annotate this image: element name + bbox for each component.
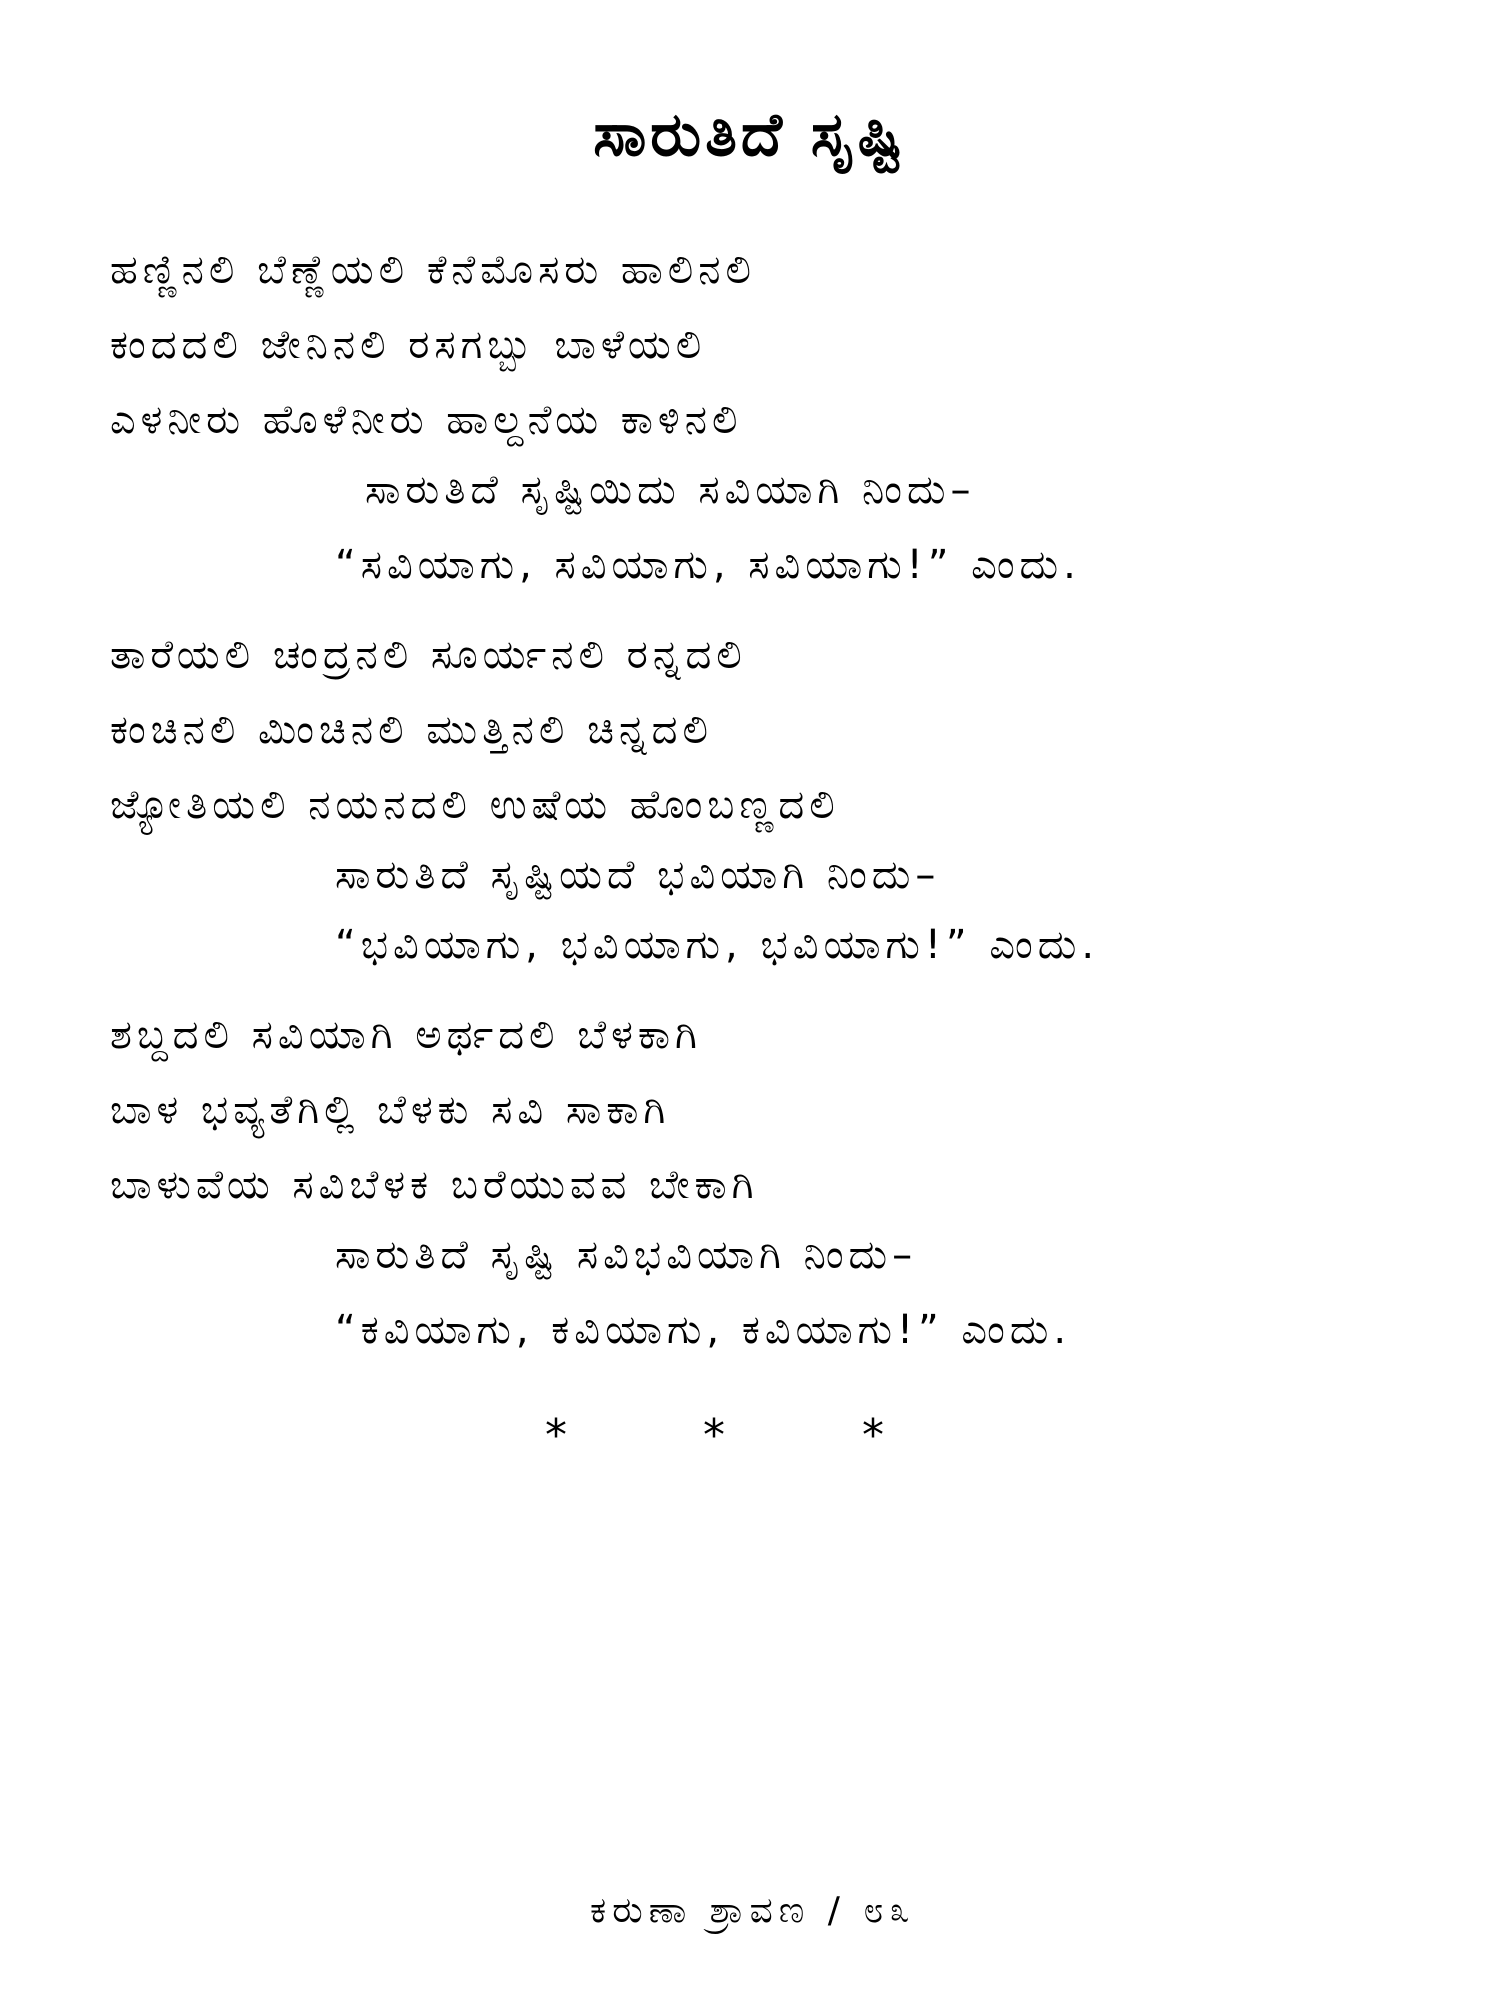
stanza-2-line-2: ಕಂಚಿನಲಿ ಮಿಂಚಿನಲಿ ಮುತ್ತಿನಲಿ ಚಿನ್ನದಲಿ [110,707,713,753]
separator-star: * [703,1410,725,1461]
stanza-2-line-4: ಸಾರುತಿದೆ ಸೃಷ್ಟಿಯದೆ ಭವಿಯಾಗಿ ನಿಂದು– [335,852,941,898]
stanza-1-line-3: ಎಳನೀರು ಹೊಳೆನೀರು ಹಾಲ್ದನೆಯ ಕಾಳಿನಲಿ [110,397,743,443]
section-separator [0,1410,1500,1460]
stanza-3-line-1: ಶಬ್ದದಲಿ ಸವಿಯಾಗಿ ಅರ್ಥದಲಿ ಬೆಳಕಾಗಿ [110,1012,702,1058]
stanza-2-line-5: “ಭವಿಯಾಗು, ಭವಿಯಾಗು, ಭವಿಯಾಗು!” ಎಂದು. [335,922,1100,968]
stanza-1-line-2: ಕಂದದಲಿ ಜೇನಿನಲಿ ರಸಗಬ್ಬು ಬಾಳೆಯಲಿ [110,322,707,368]
stanza-3-line-4: ಸಾರುತಿದೆ ಸೃಷ್ಟಿ ಸವಿಭವಿಯಾಗಿ ನಿಂದು– [335,1232,918,1278]
stanza-2-line-1: ತಾರೆಯಲಿ ಚಂದ್ರನಲಿ ಸೂರ್ಯನಲಿ ರನ್ನದಲಿ [110,632,747,678]
stanza-3-line-3: ಬಾಳುವೆಯ ಸವಿಬೆಳಕ ಬರೆಯುವವ ಬೇಕಾಗಿ [110,1162,759,1208]
stanza-2-line-3: ಜ್ಯೋತಿಯಲಿ ನಯನದಲಿ ಉಷೆಯ ಹೊಂಬಣ್ಣದಲಿ [110,782,840,828]
stanza-1-line-1: ಹಣ್ಣಿನಲಿ ಬೆಣ್ಣೆಯಲಿ ಕೆನೆಮೊಸರು ಹಾಲಿನಲಿ [110,247,756,293]
stanza-1-line-4: ಸಾರುತಿದೆ ಸೃಷ್ಟಿಯಿದು ಸವಿಯಾಗಿ ನಿಂದು– [365,467,976,513]
poem-title: ಸಾರುತಿದೆ ಸೃಷ್ಟಿ [593,100,907,170]
page-footer: ಕರುಣಾ ಶ್ರಾವಣ / ೮೩ [590,1890,916,1931]
stanza-3-line-2: ಬಾಳ ಭವ್ಯತೆಗಿಲ್ಲಿ ಬೆಳಕು ಸವಿ ಸಾಕಾಗಿ [110,1087,671,1133]
separator-star: * [545,1410,567,1461]
separator-star: * [862,1410,884,1461]
stanza-3-line-5: “ಕವಿಯಾಗು, ಕವಿಯಾಗು, ಕವಿಯಾಗು!” ಎಂದು. [335,1307,1072,1353]
stanza-1-line-5: “ಸವಿಯಾಗು, ಸವಿಯಾಗು, ಸವಿಯಾಗು!” ಎಂದು. [335,542,1081,588]
